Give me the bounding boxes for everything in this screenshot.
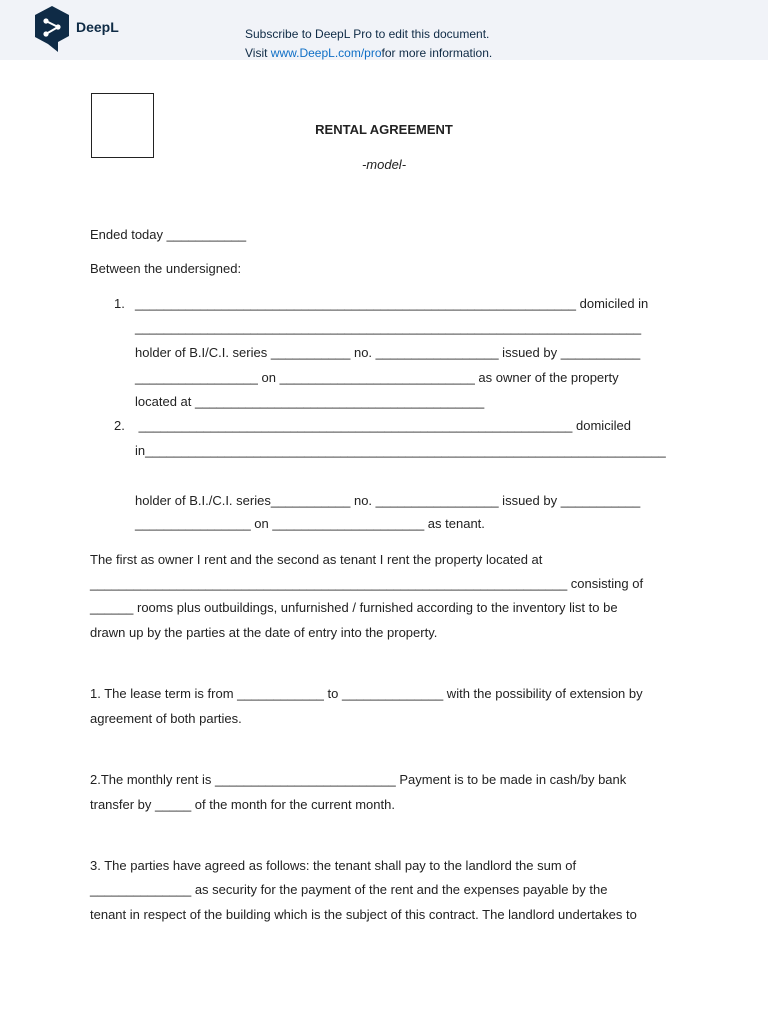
ended-today-line: Ended today ___________	[90, 227, 247, 242]
clause3-line: tenant in respect of the building which is the subject of this contract. The landlord undertakes to	[90, 907, 637, 922]
owner-paragraph-line: drawn up by the parties at the date of entry into the property.	[90, 625, 438, 640]
party1-number: 1.	[114, 296, 125, 311]
deepl-pro-link[interactable]: www.DeepL.com/pro	[270, 46, 382, 60]
party1-line: _____________________________________________________________ domiciled in	[135, 296, 649, 311]
party2-line: in________________________________________________________________________	[135, 443, 666, 458]
clause3-line: 3. The parties have agreed as follows: the tenant shall pay to the landlord the sum of	[90, 858, 577, 873]
party1-line: ______________________________________________________________________	[135, 320, 642, 335]
clause3-line: ______________ as security for the payment of the rent and the expenses payable by the	[90, 882, 608, 897]
party2-line: ________________ on _____________________ as tenant.	[135, 516, 485, 531]
owner-paragraph-line: __________________________________________________________________ consisting of	[90, 576, 644, 591]
subscribe-line: Subscribe to DeepL Pro to edit this document.	[245, 27, 490, 41]
clause2-line: 2.The monthly rent is _________________________ Payment is to be made in cash/by bank	[90, 772, 627, 787]
clause1-line: 1. The lease term is from ____________ to ______________ with the possibility of extension by	[90, 686, 643, 701]
deepl-banner	[0, 0, 768, 60]
clause1-line: agreement of both parties.	[90, 711, 242, 726]
party2-number: 2.	[114, 418, 125, 433]
document-title: RENTAL AGREEMENT	[315, 122, 453, 137]
owner-paragraph-line: The first as owner I rent and the second as tenant I rent the property located at	[90, 552, 543, 567]
visit-line	[245, 44, 492, 63]
visit-prefix: Visit	[245, 46, 271, 60]
party1-line: located at ________________________________________	[135, 394, 485, 409]
clause2-line: transfer by _____ of the month for the current month.	[90, 797, 395, 812]
party1-line: holder of B.I/C.I. series ___________ no. _________________ issued by ___________	[135, 345, 641, 360]
deepl-brand-name: DeepL	[76, 19, 119, 35]
visit-suffix: for more information.	[381, 46, 493, 60]
owner-paragraph-line: ______ rooms plus outbuildings, unfurnished / furnished according to the inventory list to be	[90, 600, 618, 615]
party2-line: ____________________________________________________________ domiciled	[135, 418, 631, 433]
subscribe-notice	[245, 25, 492, 63]
party1-line: _________________ on ___________________________ as owner of the property	[135, 370, 619, 385]
party2-line: holder of B.I./C.I. series___________ no. _________________ issued by ___________	[135, 493, 641, 508]
document-subtitle: -model-	[361, 157, 407, 172]
between-line: Between the undersigned:	[90, 261, 242, 276]
deepl-logo-icon	[34, 6, 70, 52]
